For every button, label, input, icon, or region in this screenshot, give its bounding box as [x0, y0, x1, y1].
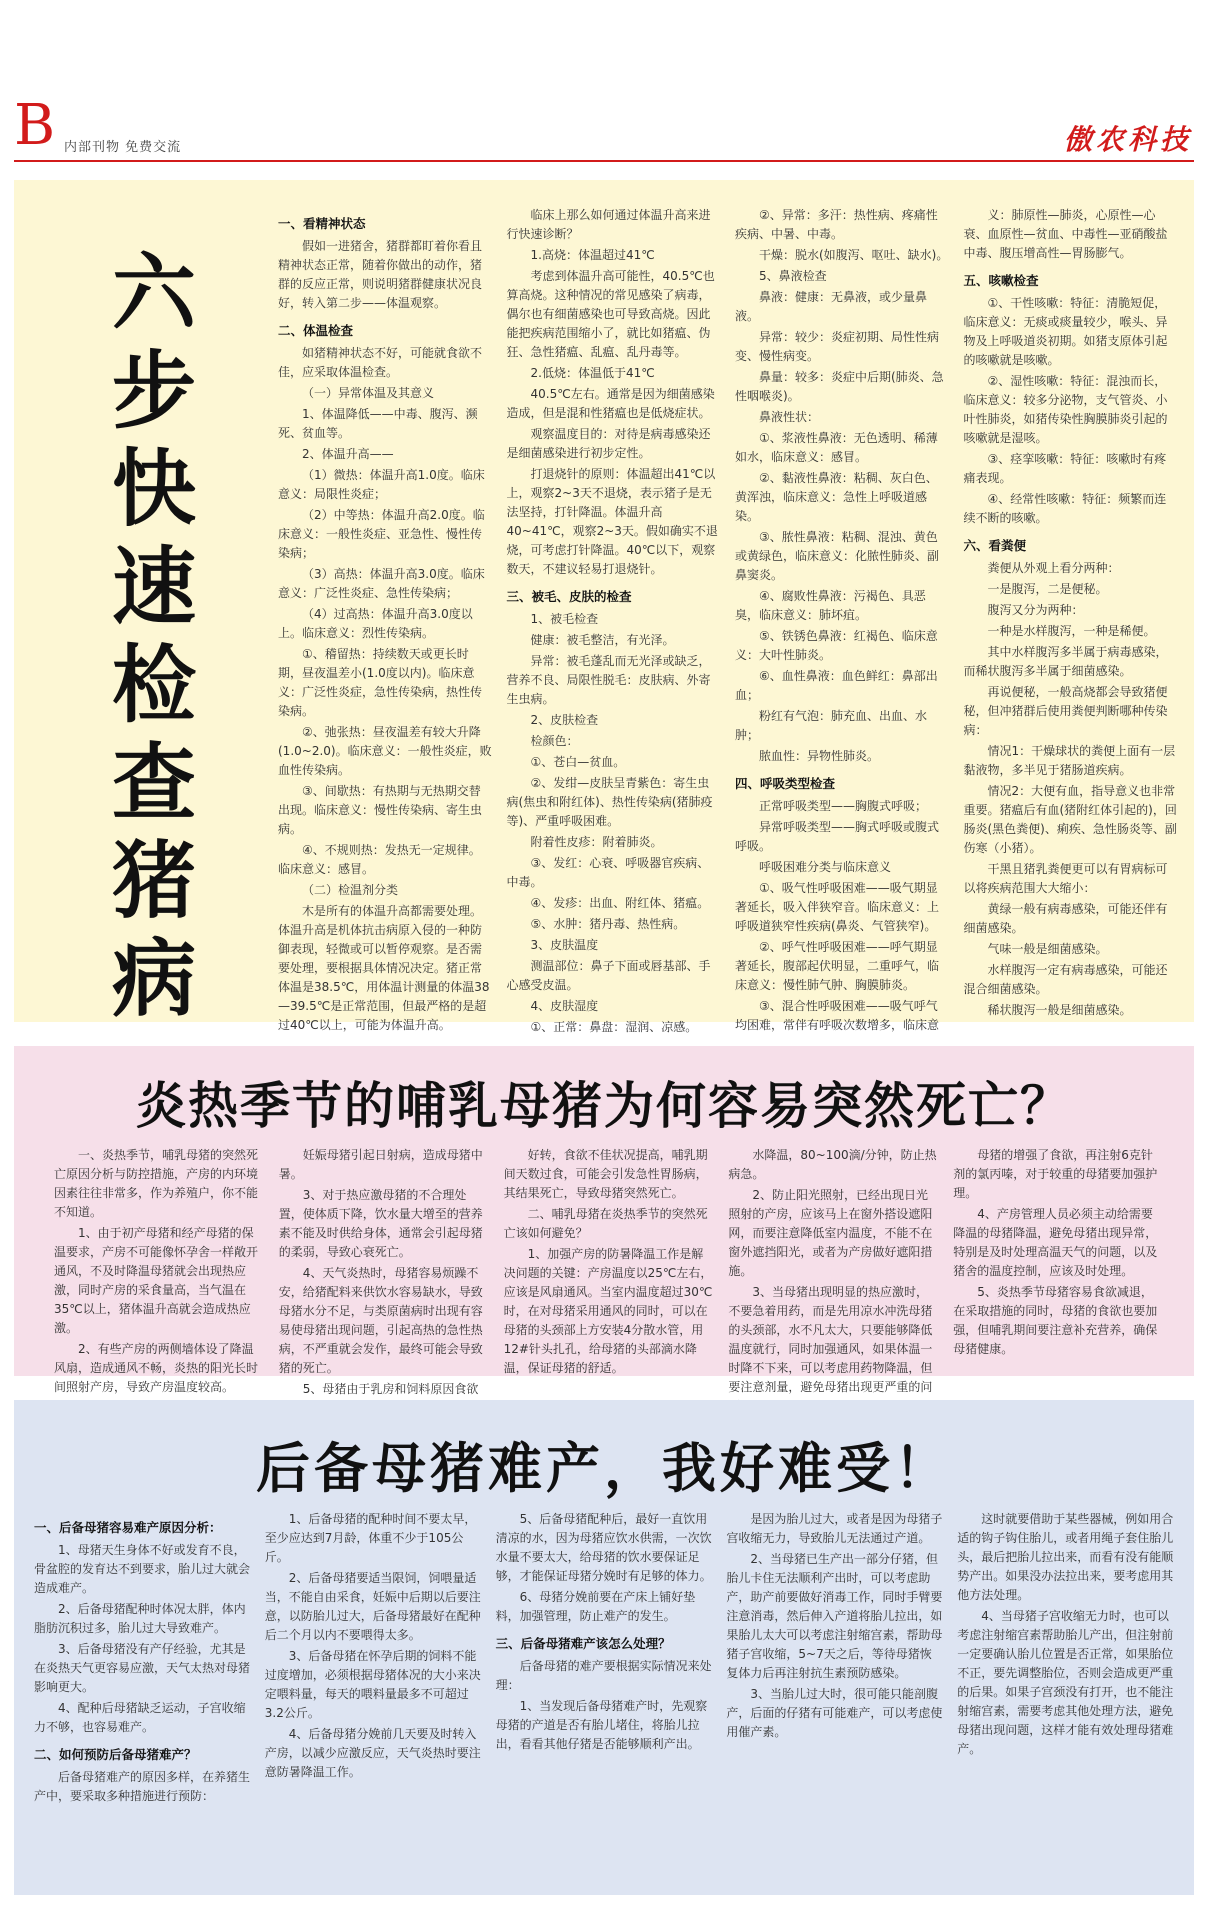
paragraph: 2、后备母猪配种时体况太胖，体内脂肪沉积过多，胎儿过大导致难产。	[34, 1602, 246, 1635]
article-sow-sudden-death	[14, 1046, 1194, 1396]
article2-column-1	[54, 1146, 265, 1394]
paragraph: 5、鼻液检查	[759, 269, 827, 283]
paragraph: 1、后备母猪的配种时间不要太早，至少应达到7月龄，体重不少于105公斤。	[264, 1512, 477, 1564]
article1-title: 六步快速检查猪病	[111, 244, 196, 1028]
paragraph: （3）高热：体温升高3.0度。临床意义：广泛性炎症、急性传染病；	[278, 567, 485, 600]
paragraph: 粉红有气泡：肺充血、出血、水肿；	[735, 709, 928, 742]
paragraph: 5、炎热季节母猪容易食欲减退，在采取措施的同时，母猪的食欲也要加强，但哺乳期间要注意补充营养，确保母猪健康。	[953, 1285, 1158, 1356]
paragraph: 3、后备母猪在怀孕后期的饲料不能过度增加，必须根据母猪体况的大小来决定喂料量，每天的喂料量最多不可超过3.2公斤。	[264, 1649, 481, 1720]
paragraph: 2、有些产房的两侧墙体设了降温风扇，造成通风不畅，炎热的阳光长时间照射产房，导致产房温度较高。	[54, 1342, 259, 1394]
paragraph: ①、稽留热：持续数天或更长时期，昼夜温差小(1.0度以内)。临床意义：广泛性炎症，急性传染病，热性传染病。	[278, 647, 483, 718]
paragraph: 后备母猪难产的原因多样，在养猪生产中，要采取多种措施进行预防：	[34, 1770, 251, 1803]
paragraph: 好转，食欲不佳状况提高，哺乳期间天数过食，可能会引发急性胃肠病，其结果死亡，导致母猪突然死亡。	[503, 1148, 708, 1200]
paragraph: 4、皮肤湿度	[530, 999, 599, 1013]
paragraph: 2、防止阳光照射，已经出现日光照射的产房，应该马上在窗外搭设遮阳网，而要注意降低室内温度，不能不在窗外遮挡阳光，或者为产房做好遮阳措施。	[728, 1188, 933, 1278]
article2-title: 炎热季节的哺乳母猪为何容易突然死亡？	[136, 1077, 1072, 1135]
paragraph: ②、黏液性鼻液：粘稠、灰白色、黄浑浊，临床意义：急性上呼吸道感染。	[735, 471, 938, 523]
paragraph: ②、呼气性呼吸困难——呼气期显著延长，腹部起伏明显，二重呼气，临床意义：慢性肺气肿、胸膜肺炎。	[735, 940, 940, 992]
paragraph: ⑤、铁锈色鼻液：红褐色、临床意义：大叶性肺炎。	[735, 629, 938, 662]
paragraph: 检颜色：	[530, 734, 579, 748]
article2-column-5	[953, 1146, 1164, 1366]
paragraph: 1、被毛检查	[530, 612, 599, 626]
paragraph: 木是所有的体温升高都需要处理。体温升高是机体抗击病原入侵的一种防御表现，轻微或可以暂停观察。是否需要处理，要根据具体情况决定。猪正常体温是38.5℃，用体温计测量的体温38—39.5℃是正常范围，但最严格的是超过40℃以上，可能为体温升高。	[278, 904, 490, 1032]
paragraph: 4、当母猪子宫收缩无力时，也可以考虑注射缩宫素帮助胎儿产出，但注射前一定要确认胎儿位置是否正常，如果胎位不正，要先调整胎位，否则会造成更严重的后果。如果子宫颈没有打开，也不能注射缩宫素，需要考虑其他处理方法，避免母猪出现问题，这样才能有效处理母猪难产。	[957, 1609, 1174, 1756]
paragraph: 情况2：大便有血，指导意义也非常重要。猪瘟后有血(猪附红体引起的)，回肠炎(黑色粪便)、痢疾、急性肠炎等、副伤寒（小猪）。	[963, 784, 1177, 855]
paragraph: （一）异常体温及其意义	[302, 386, 435, 400]
article3-column-3	[496, 1510, 713, 1880]
paragraph: （4）过高热：体温升高3.0度以上。临床意义：烈性传染病。	[278, 607, 473, 640]
header-subtitle: 内部刊物 免费交流	[64, 140, 182, 155]
article3-column-5	[957, 1510, 1174, 1880]
paragraph: ⑥、血性鼻液：血色鲜红：鼻部出血；	[735, 669, 938, 702]
paragraph: 附着性皮疹：附着肺炎。	[530, 835, 663, 849]
paragraph: 4、产房管理人员必须主动给需要降温的母猪降温，避免母猪出现异常，特别是及时处理高温天气的问题，以及猪舍的温度控制，应该及时处理。	[953, 1207, 1158, 1278]
paragraph: 再说便秘，一般高烧都会导致猪便秘，但冲猪群后使用粪便判断哪种传染病：	[963, 685, 1168, 737]
paragraph: 异常呼吸类型——胸式呼吸或腹式呼吸。	[735, 820, 940, 853]
paragraph: 稀状腹泻一般是细菌感染。	[987, 1003, 1132, 1017]
article1-column-2	[506, 206, 722, 1034]
article2-columns	[54, 1146, 1164, 1396]
paragraph: 其中水样腹泻多半属于病毒感染，而稀状腹泻多半属于细菌感染。	[963, 645, 1168, 678]
section-heading: 一、看精神状态	[278, 216, 366, 231]
paragraph: 气味一般是细菌感染。	[987, 942, 1108, 956]
article2-column-2	[278, 1146, 490, 1396]
section-heading: 一、后备母猪容易难产原因分析：	[34, 1520, 222, 1535]
paragraph: 3、皮肤温度	[530, 938, 599, 952]
paragraph: 测温部位：鼻子下面或唇基部、手心感受皮温。	[506, 959, 711, 992]
paragraph: 黄绿一般有病毒感染，可能还伴有细菌感染。	[963, 902, 1168, 935]
paragraph: （1）微热：体温升高1.0度。临床意义：局限性炎症；	[278, 468, 485, 501]
paragraph: 临床上那么如何通过体温升高来进行快速诊断？	[506, 208, 711, 241]
article3-column-1	[34, 1510, 251, 1880]
article3-columns	[34, 1510, 1174, 1880]
paragraph: 3、当胎儿过大时，很可能只能剖腹产，后面的仔猪有可能难产，可以考虑使用催产素。	[726, 1687, 943, 1739]
paragraph: 1、加强产房的防暑降温工作是解决问题的关键：产房温度以25℃左右，应该是风扇通风。当室内温度超过30℃时，在对母猪采用通风的同时，可以在母猪的头颈部上方安装4分散水管，用12#针头扎孔，给母猪的头部滴水降温，保证母猪的舒适。	[503, 1247, 713, 1375]
paragraph: 2、当母猪已生产出一部分仔猪，但胎儿卡住无法顺利产出时，可以考虑助产，助产前要做好消毒工作，同时手臂要注意消毒，然后伸入产道将胎儿拉出，如果胎儿太大可以考虑注射缩宫素，帮助母猪子宫收缩，5~7天之后，等待母猪恢复体力后再注射抗生素预防感染。	[726, 1552, 943, 1680]
page-header	[0, 0, 1208, 160]
paragraph: ⑤、水肿：猪丹毒、热性病。	[530, 917, 686, 931]
article3-column-2	[265, 1510, 482, 1880]
paragraph: 1、当发现后备母猪难产时，先观察母猪的产道是否有胎儿堵住，将胎儿拉出，看看其他仔猪是否能够顺利产出。	[495, 1699, 708, 1751]
paragraph: ③、混合性呼吸困难——吸气呼气均困难，常伴有呼吸次数增多，临床意	[735, 999, 940, 1032]
paragraph: ③、发红：心衰、呼吸器官疾病、中毒。	[506, 856, 710, 889]
paragraph: ③、痉挛咳嗽：特征：咳嗽时有疼痛表现。	[963, 452, 1167, 485]
paragraph: 5、母猪由于乳房和饲料原因食欲	[302, 1382, 479, 1396]
paragraph: 脓血性：异物性肺炎。	[759, 749, 880, 763]
paragraph: 妊娠母猪引起日射病，造成母猪中暑。	[278, 1148, 483, 1181]
paragraph: 假如一进猪舍，猪群都盯着你看且精神状态正常，随着你做出的动作，猪群的反应正常，则说明猪群健康状况良好，转入第二步——体温观察。	[278, 239, 483, 310]
paragraph: 2、皮肤检查	[530, 713, 599, 727]
section-heading: 二、体温检查	[278, 323, 354, 338]
paragraph: 2、体温升高——	[302, 447, 394, 461]
article2-column-4	[728, 1146, 939, 1394]
paragraph: 这时就要借助于某些器械，例如用合适的钩子钩住胎儿，或者用绳子套住胎儿头，最后把胎儿拉出来，而看有没有能顺势产出。如果没办法拉出来，要考虑用其他方法处理。	[957, 1512, 1174, 1602]
section-heading: 六、看粪便	[963, 538, 1027, 553]
paragraph: ①、正常：鼻盘：湿润、凉感。	[530, 1020, 698, 1034]
article1-column-3	[735, 206, 950, 1032]
paragraph: ④、发疹：出血、附红体、猪瘟。	[530, 896, 710, 910]
article1-column-4	[963, 206, 1179, 1017]
paragraph: 粪便从外观上看分两种：	[987, 561, 1120, 575]
section-heading: 三、后备母猪难产该怎么处理？	[495, 1636, 671, 1651]
paragraph: 一种是水样腹泻，一种是稀便。	[987, 624, 1156, 638]
paragraph: 健康：被毛整洁，有光泽。	[530, 633, 675, 647]
paragraph: 3、后备母猪没有产仔经验，尤其是在炎热天气更容易应激，天气太热对母猪影响更大。	[34, 1642, 251, 1694]
paragraph: 40.5℃左右。通常是因为细菌感染造成，但是混和性猪瘟也是低烧症状。	[506, 387, 715, 420]
paragraph: 水降温，80~100滴/分钟，防止热病急。	[728, 1148, 937, 1181]
article-pig-disease-check	[14, 180, 1194, 1034]
paragraph: 水样腹泻一定有病毒感染，可能还混合细菌感染。	[963, 963, 1168, 996]
paragraph: 1、由于初产母猪和经产母猪的保温要求，产房不可能像怀孕舍一样敞开通风，不及时降温母猪就会出现热应激，同时产房的采食量高，当气温在35℃以上，猪体温升高就会造成热应激。	[54, 1226, 259, 1335]
header-rule	[14, 160, 1194, 162]
paragraph: ③、脓性鼻液：粘稠、混浊、黄色或黄绿色，临床意义：化脓性肺炎、副鼻窦炎。	[735, 530, 940, 582]
article1-column-1	[278, 206, 493, 1032]
paragraph: 2.低烧：体温低于41℃	[530, 366, 655, 380]
section-heading: 五、咳嗽检查	[963, 273, 1039, 288]
paragraph: 1、体温降低——中毒、腹泻、濒死、贫血等。	[278, 407, 478, 440]
paragraph: 5、后备母猪配种后，最好一直饮用清凉的水，因为母猪应饮水供需，一次饮水量不要太大，给母猪的饮水要保证足够，才能保证母猪分娩时有足够的体力。	[495, 1512, 712, 1583]
paragraph: 3、对于热应激母猪的不合理处置，使体质下降，饮水量大增至的营养素不能及时供给身体，通常会引起母猪的柔弱，导致心衰死亡。	[278, 1188, 483, 1259]
paragraph: 义：肺原性—肺炎，心原性—心衰、血原性—贫血、中毒性—亚硝酸盐中毒、腹压增高性—胃肠膨气。	[963, 208, 1168, 260]
paragraph: ③、间歇热：有热期与无热期交替出现。临床意义：慢性传染病、寄生虫病。	[278, 784, 483, 836]
paragraph: 后备母猪的难产要根据实际情况来处理：	[495, 1659, 712, 1692]
paragraph: 3、当母猪出现明显的热应激时，不要急着用药，而是先用凉水冲洗母猪的头颈部，水不凡太大，只要能够降低温度就行，同时加强通风，如果体温一时降不下来，可以考虑用药物降温，但要注意剂量，避免母猪出现更严重的问	[728, 1285, 933, 1394]
paragraph: 打退烧针的原则：体温超出41℃以上，观察2~3天不退烧，表示猪子是无法坚持，打针降温。体温升高40~41℃，观察2~3天。假如确实不退烧，可考虑打针降温。40℃以下，观察数天，不建议轻易打退烧针。	[506, 467, 718, 576]
paragraph: 4、后备母猪分娩前几天要及时转入产房，以减少应激反应，天气炎热时要注意防暑降温工作。	[264, 1727, 481, 1779]
paragraph: 4、天气炎热时，母猪容易烦躁不安，给猪配料来供饮水容易缺水，导致母猪水分不足，与类原菌病时出现有容易使母猪出现问题，引起高热的急性热病，不严重就会发作，最终可能会导致猪的死亡。	[278, 1266, 483, 1375]
paragraph: 情况1：干燥球状的粪便上面有一层黏液物，多半见于猪肠道疾病。	[963, 744, 1176, 777]
paragraph: 呼吸困难分类与临床意义	[759, 860, 892, 874]
section-heading: 二、如何预防后备母猪难产？	[34, 1747, 197, 1762]
paragraph: 母猪的增强了食欲，再注射6克针剂的氯丙嗪，对于较重的母猪要加强护理。	[953, 1148, 1158, 1200]
paragraph: 4、配种后母猪缺乏运动，子宫收缩力不够，也容易难产。	[34, 1701, 246, 1734]
paragraph: ②、异常：多汗：热性病、疼痛性疾病、中暑、中毒。	[735, 208, 938, 241]
paragraph: （2）中等热：体温升高2.0度。临床意义：一般性炎症、亚急性、慢性传染病；	[278, 508, 485, 560]
paragraph: 一是腹泻，二是便秘。	[987, 582, 1108, 596]
paragraph: ①、苍白—贫血。	[530, 755, 626, 769]
paragraph: 2、后备母猪要适当限饲，饲喂量适当，不能自由采食，妊娠中后期以后要注意，以防胎儿过大，后备母猪最好在配种后二个月以内不要喂得太多。	[264, 1571, 481, 1642]
article3-title: 后备母猪难产，我好难受！	[256, 1436, 952, 1500]
paragraph: ④、不规则热：发热无一定规律。临床意义：感冒。	[278, 843, 481, 876]
paragraph: 鼻量：较多：炎症中后期(肺炎、急性咽喉炎)。	[735, 370, 944, 403]
paragraph: 正常呼吸类型——胸腹式呼吸；	[759, 799, 928, 813]
article1-columns	[278, 206, 1178, 1034]
paragraph: 鼻液性状：	[759, 410, 820, 424]
paragraph: （二）检温剂分类	[302, 883, 399, 897]
paragraph: 是因为胎儿过大，或者是因为母猪子宫收缩无力，导致胎儿无法通过产道。	[726, 1512, 943, 1545]
paragraph: ①、浆液性鼻液：无色透明、稀薄如水，临床意义：感冒。	[735, 431, 938, 464]
paragraph: 考虑到体温升高可能性，40.5℃也算高烧。这种情况的常见感染了病毒，偶尔也有细菌感染也可导致高烧。因此能把疾病范围缩小了，就比如猪瘟、伪狂、急性猪瘟、乱瘟、乱丹毒等。	[506, 269, 715, 359]
article-gilt-dystocia	[14, 1400, 1194, 1895]
paragraph: ①、干性咳嗽：特征：清脆短促，临床意义：无痰或痰量较少，喉头、异物及上呼吸道炎初期。如猪支原体引起的咳嗽就是咳嗽。	[963, 296, 1168, 367]
article2-column-3	[503, 1146, 715, 1375]
paragraph: 观察温度目的：对待是病毒感染还是细菌感染进行初步定性。	[506, 427, 711, 460]
paragraph: 1.高烧：体温超过41℃	[530, 248, 655, 262]
article3-column-4	[726, 1510, 943, 1880]
paragraph: 如猪精神状态不好，可能就食欲不佳，应采取体温检查。	[278, 346, 483, 379]
paragraph: 1、母猪天生身体不好或发育不良，骨盆腔的发育达不到要求，胎儿过大就会造成难产。	[34, 1543, 251, 1595]
paragraph: 干黑且猪乳粪便更可以有胃病标可以将疾病范围大大缩小：	[963, 862, 1168, 895]
paragraph: 异常：被毛蓬乱而无光泽或缺乏，营养不良、局限性脱毛：皮肤病、外寄生虫病。	[506, 654, 711, 706]
section-letter: B	[14, 93, 56, 158]
section-heading: 三、被毛、皮肤的检查	[506, 589, 632, 604]
paragraph: ②、弛张热：昼夜温差有较大升降(1.0~2.0)。临床意义：一般性炎症，败血性传染病。	[278, 725, 492, 777]
paragraph: ④、腐败性鼻液：污褐色、具恶臭，临床意义：肺坏疽。	[735, 589, 926, 622]
paragraph: 干燥：脱水(如腹泻、呕吐、缺水)。	[759, 248, 949, 262]
masthead-logo: 傲农科技	[1063, 123, 1192, 156]
paragraph: 鼻液：健康：无鼻液，或少量鼻液。	[735, 290, 928, 323]
paragraph: 异常：较少：炎症初期、局性性病变、慢性病变。	[735, 330, 940, 363]
paragraph: ②、发绀—皮肤呈青紫色：寄生虫病(焦虫和附红体)、热性传染病(猪肺疫等)、严重呼吸困难。	[506, 776, 713, 828]
paragraph: 6、母猪分娩前要在产床上铺好垫料，加强管理，防止难产的发生。	[495, 1590, 696, 1623]
paragraph: ②、湿性咳嗽：特征：混浊而长，临床意义：较多分泌物，支气管炎、小叶性肺炎，如猪传染性胸膜肺炎引起的咳嗽就是湿咳。	[963, 374, 1168, 445]
paragraph: 腹泻又分为两种：	[987, 603, 1084, 617]
paragraph: ④、经常性咳嗽：特征：频繁而连续不断的咳嗽。	[963, 492, 1167, 525]
section-heading: 四、呼吸类型检查	[735, 776, 836, 791]
paragraph: 一、炎热季节，哺乳母猪的突然死亡原因分析与防控措施，产房的内环境因素往往非常多，作为养殖户，你不能不知道。	[54, 1148, 259, 1219]
paragraph: ①、吸气性呼吸困难——吸气期显著延长，吸入伴狭窄音。临床意义：上呼吸道狭窄性疾病(鼻炎、气管狭窄)。	[735, 881, 940, 933]
paragraph: 二、哺乳母猪在炎热季节的突然死亡该如何避免？	[503, 1207, 708, 1240]
